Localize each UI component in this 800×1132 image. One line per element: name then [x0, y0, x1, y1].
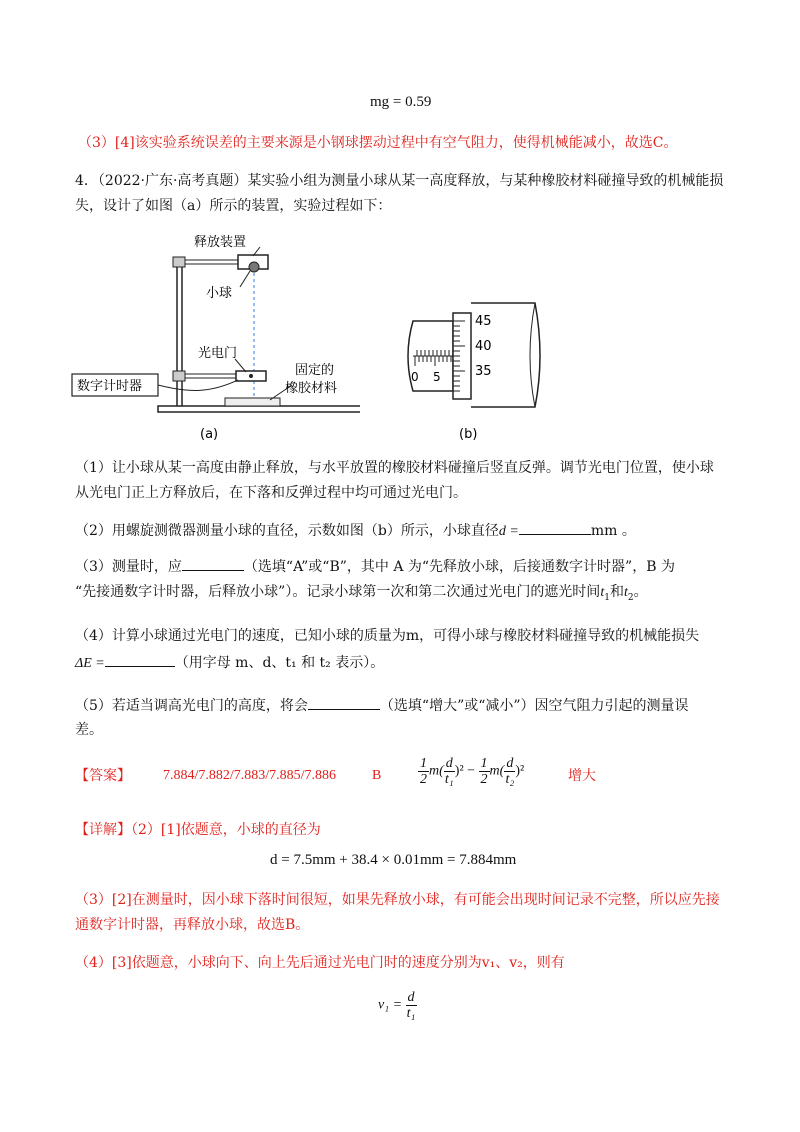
v1-num: d — [407, 990, 415, 1005]
detail-tag: 【详解】 — [75, 822, 131, 838]
answer-tag: 【答案】 — [75, 768, 131, 784]
answer-1: 7.884/7.882/7.883/7.885/7.886 — [163, 768, 337, 783]
step2-var: d = — [498, 524, 519, 539]
answer-3-formula — [418, 756, 524, 787]
leader-ball — [240, 271, 250, 287]
a3-t2: t₂ — [505, 772, 515, 787]
label-release: 释放装置 — [194, 235, 247, 250]
thimble-45: 45 — [475, 314, 492, 329]
step4-line2 — [75, 652, 384, 674]
detail-part4: （4）[3]依题意，小球向下、向上先后通过光电门时的速度分别为v₁、v₂，则有 — [75, 955, 565, 971]
figure-a-apparatus — [60, 225, 360, 445]
main-scale-0: 0 — [411, 370, 419, 384]
question4-line1: 4．（2022·广东·高考真题）某实验小组为测量小球从某一高度释放，与某种橡胶材料碰撞导致的机械能损 — [75, 173, 724, 189]
a3-half-den-2: 2 — [480, 772, 488, 787]
arm-bottom — [185, 374, 237, 378]
equation-diameter: d = 7.5mm + 38.4 × 0.01mm = 7.884mm — [270, 852, 517, 868]
step4-line1: （4）计算小球通过光电门的速度，已知小球的质量为m，可得小球与橡胶材料碰撞导致的机械能损失 — [75, 628, 700, 644]
label-rubber-2: 橡胶材料 — [285, 381, 338, 396]
a3-sq-1: )² — [454, 763, 464, 779]
a3-half-num-1: 1 — [420, 756, 427, 771]
step3-answer-blank[interactable] — [182, 556, 244, 571]
a3-t1: t₁ — [444, 772, 454, 787]
label-ball: 小球 — [206, 286, 233, 301]
step3-t2: t — [623, 585, 628, 600]
caption-a: (a) — [200, 427, 219, 442]
photogate-sensor — [249, 374, 253, 378]
a3-m-2: m( — [489, 763, 505, 779]
step3-line2: “先接通数字计时器，后释放小球”）。记录小球第一次和第二次通过光电门的遮光时间$t_1$和$t_2$。 — [75, 584, 648, 603]
a3-sq-2: )² — [515, 763, 525, 779]
v1-left: v₁ = — [378, 997, 403, 1013]
a3-minus: − — [467, 763, 476, 779]
thimble-35: 35 — [475, 364, 492, 379]
a3-half-den-1: 2 — [420, 772, 427, 787]
clamp-bottom — [173, 371, 185, 381]
step4-suffix: （用字母 m、d、t₁ 和 t₂ 表示）。 — [174, 655, 385, 671]
step1-line2: 从光电门正上方释放后，在下落和反弹过程中均可通过光电门。 — [75, 485, 467, 501]
stand-base — [158, 406, 360, 412]
equation-v1 — [378, 990, 417, 1021]
step3-end: 。 — [633, 584, 648, 600]
step5-line1 — [75, 695, 689, 716]
step3-t1: t — [600, 585, 605, 600]
step5-suffix: （选填“增大”或“减小”）因空气阻力引起的测量误 — [379, 698, 689, 714]
step4-var: ΔE = — [75, 656, 105, 671]
question4-line2: 失，设计了如图（a）所示的装置，实验过程如下： — [75, 198, 392, 214]
step5-prefix: （5）若适当调高光电门的高度，将会 — [75, 698, 308, 714]
step3-and: 和 — [609, 584, 624, 600]
ball — [249, 262, 259, 272]
step3-line1 — [75, 556, 675, 577]
step5-line2: 差。 — [75, 722, 103, 738]
step2-text — [75, 520, 636, 542]
prev-part3-text: （3）[4]该实验系统误差的主要来源是小钢球摆动过程中有空气阻力，使得机械能减小，故选C。 — [78, 135, 678, 151]
a3-half-num-2: 1 — [480, 756, 488, 771]
detail-part3-line1: （3）[2]在测量时，因小球下落时间很短，如果先释放小球，有可能会出现时间记录不完整，所以应先接 — [75, 892, 720, 908]
step4-answer-blank[interactable] — [105, 652, 175, 667]
step2-suffix: mm 。 — [590, 523, 636, 539]
label-gate: 光电门 — [198, 346, 238, 361]
arm-top — [185, 260, 240, 264]
equation-mg: mg = 0.59 — [370, 94, 432, 110]
answer-4: 增大 — [568, 768, 596, 784]
step3-suffix: （选填“A”或“B”，其中 A 为“先释放小球，后接通数字计时器”，B 为 — [243, 559, 675, 575]
detail-part2: （2）[1]依题意，小球的直径为 — [131, 822, 321, 838]
v1-den: t₁ — [406, 1006, 416, 1021]
caption-b: (b) — [459, 427, 478, 442]
a3-m-1: m( — [429, 763, 444, 779]
figure-b-micrometer — [395, 295, 555, 445]
detail-line — [75, 820, 321, 840]
step3-line2-text: “先接通数字计时器，后释放小球”）。记录小球第一次和第二次通过光电门的遮光时间 — [75, 584, 601, 600]
timer-wire — [158, 380, 238, 390]
step2-answer-blank[interactable] — [519, 520, 591, 535]
a3-d-1: d — [445, 756, 453, 771]
main-scale-5: 5 — [433, 370, 441, 384]
a3-d-2: d — [506, 756, 514, 771]
label-rubber-1: 固定的 — [295, 363, 335, 378]
clamp-top — [173, 257, 185, 267]
label-timer: 数字计时器 — [77, 379, 143, 394]
answer-2: B — [372, 768, 382, 783]
step1-line1: （1）让小球从某一高度由静止释放，与水平放置的橡胶材料碰撞后竖直反弹。调节光电门位置，使小球 — [75, 460, 714, 476]
step5-answer-blank[interactable] — [308, 695, 380, 710]
detail-part3-line2: 通数字计时器，再释放小球，故选B。 — [75, 917, 310, 933]
stand-pole — [177, 261, 182, 407]
step3-prefix: （3）测量时，应 — [75, 559, 182, 575]
thimble-40: 40 — [475, 339, 492, 354]
thimble-end — [530, 303, 535, 407]
step2-prefix: （2）用螺旋测微器测量小球的直径，示数如图（b）所示，小球直径 — [75, 523, 499, 539]
